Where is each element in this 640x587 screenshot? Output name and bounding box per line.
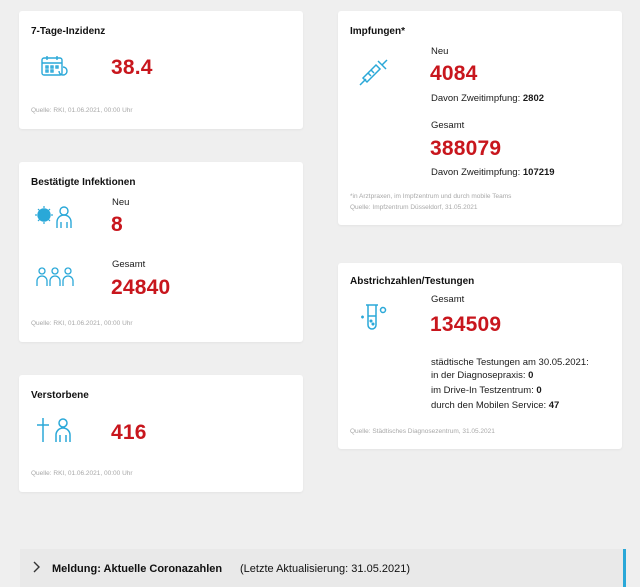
gesamt-value: 134509	[430, 313, 502, 336]
neu-label: Neu	[112, 197, 130, 208]
gesamt-label: Gesamt	[112, 259, 146, 270]
zweitimpfung-value: 2802	[522, 93, 545, 104]
meldung-title[interactable]: Meldung: Aktuelle Coronazahlen	[52, 563, 223, 575]
card-title: Impfungen*	[350, 26, 405, 37]
detail-mobiler-service	[431, 400, 559, 411]
virus-person-icon	[35, 204, 75, 230]
meldung-accordion[interactable]	[20, 549, 626, 587]
detail-drive-in	[431, 385, 542, 396]
source-text: Quelle: Städtisches Diagnosezentrum, 31.05.2021	[350, 428, 495, 435]
detail-head: städtische Testungen am 30.05.2021:	[431, 357, 589, 368]
source-text: Quelle: RKI, 01.06.2021, 00:00 Uhr	[31, 320, 133, 327]
card-verstorbene	[19, 375, 303, 492]
detail-label: im Drive-In Testzentrum:	[431, 385, 534, 396]
note-text: *in Arztpraxen, im Impfzentrum und durch mobile Teams	[350, 193, 512, 200]
gesamt-value: 388079	[430, 137, 502, 160]
neu-value: 4084	[430, 62, 478, 85]
neu-label: Neu	[431, 46, 449, 57]
gesamt-label: Gesamt	[431, 294, 465, 305]
card-title: Verstorbene	[31, 390, 89, 401]
detail-value: 0	[528, 370, 534, 381]
syringe-icon	[359, 56, 389, 86]
detail-value: 0	[536, 385, 542, 396]
zweitimpfung-label: Davon Zweitimpfung:	[431, 167, 521, 178]
card-inzidenz	[19, 11, 303, 129]
source-text: Quelle: RKI, 01.06.2021, 00:00 Uhr	[31, 470, 133, 477]
chevron-right-icon[interactable]	[32, 561, 40, 573]
card-title: 7-Tage-Inzidenz	[31, 26, 106, 37]
gesamt-value: 24840	[111, 276, 171, 299]
detail-label: in der Diagnosepraxis:	[431, 370, 526, 381]
inzidenz-value: 38.4	[111, 56, 153, 79]
group-icon	[35, 266, 75, 288]
zweitimpfung-label: Davon Zweitimpfung:	[431, 93, 521, 104]
card-infektionen	[19, 162, 303, 342]
zweitimpfung-value: 107219	[522, 167, 555, 178]
card-abstrich	[338, 263, 622, 449]
cross-person-icon	[36, 417, 76, 443]
card-title: Bestätigte Infektionen	[31, 177, 136, 188]
calendar-refresh-icon	[40, 54, 68, 82]
test-tube-icon	[360, 303, 388, 333]
source-text: Quelle: RKI, 01.06.2021, 00:00 Uhr	[31, 107, 133, 114]
detail-diagnosepraxis	[431, 370, 533, 381]
card-title: Abstrichzahlen/Testungen	[350, 276, 475, 287]
source-text: Quelle: Impfzentrum Düsseldorf, 31.05.2021	[350, 204, 478, 211]
card-impfungen	[338, 11, 622, 225]
gesamt-label: Gesamt	[431, 120, 465, 131]
neu-zweitimpfung	[431, 93, 544, 104]
meldung-updated: (Letzte Aktualisierung: 31.05.2021)	[240, 563, 411, 575]
neu-value: 8	[111, 213, 123, 236]
gesamt-zweitimpfung	[431, 167, 555, 178]
detail-label: durch den Mobilen Service:	[431, 400, 547, 411]
verstorbene-value: 416	[111, 421, 147, 444]
detail-value: 47	[548, 400, 560, 411]
